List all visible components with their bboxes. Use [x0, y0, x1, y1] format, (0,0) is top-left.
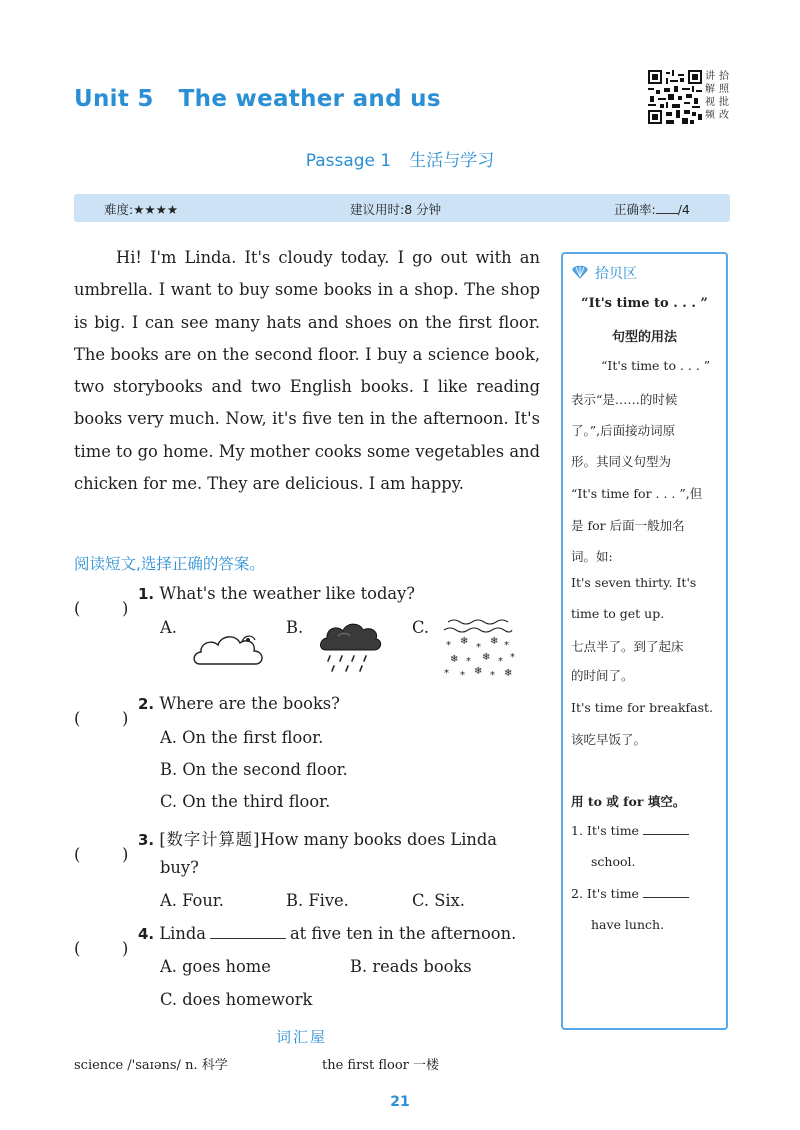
option-a[interactable]: A.: [160, 618, 177, 637]
svg-text:❄: ❄: [474, 666, 483, 677]
svg-text:*: *: [446, 640, 451, 651]
question-text-cont: buy?: [160, 858, 199, 877]
question-1: ( ) 1. What's the weather like today?: [74, 584, 416, 618]
info-bar: [74, 194, 730, 222]
answer-blank[interactable]: [210, 924, 286, 939]
accuracy-blank[interactable]: [656, 201, 678, 214]
suggested-time: 建议用时:8 分钟: [350, 202, 442, 217]
vocab-title: 词汇屋: [276, 1028, 328, 1046]
exercise-1: [571, 823, 689, 838]
svg-text:*: *: [476, 642, 481, 653]
exercise-1-text: 1. It's time: [571, 823, 639, 838]
qr-code-block[interactable]: [648, 70, 734, 126]
exercise-1-blank[interactable]: [643, 824, 689, 835]
option-b[interactable]: B.: [286, 618, 304, 637]
sidebar-line: 七点半了。到了起床: [571, 639, 684, 654]
svg-text:*: *: [498, 656, 503, 667]
option-b[interactable]: B. On the second floor.: [160, 760, 348, 779]
exercise-1-cont: school.: [591, 854, 636, 869]
question-number: 3.: [138, 831, 155, 849]
qr-labels: [705, 70, 733, 126]
option-a[interactable]: A. On the first floor.: [160, 728, 324, 747]
cloud-icon: [190, 626, 268, 670]
sidebar-line: 了。”,后面接动词原: [571, 423, 676, 438]
sidebar-line: 的时间了。: [571, 668, 634, 683]
question-text: Where are the books?: [159, 694, 340, 713]
question-2: ( ) 2. Where are the books?: [74, 694, 340, 728]
svg-text:*: *: [444, 668, 449, 679]
exercise-2-text: 2. It's time: [571, 886, 639, 901]
svg-text:*: *: [466, 656, 471, 667]
option-c[interactable]: C. Six.: [412, 891, 465, 910]
qr-label: 频: [705, 110, 715, 121]
svg-text:❄: ❄: [490, 636, 499, 647]
question-number: 2.: [138, 695, 155, 713]
svg-text:❄: ❄: [482, 652, 491, 663]
exercise-2: [571, 886, 689, 901]
question-text: Linda: [159, 924, 206, 943]
question-text: How many books does Linda: [260, 830, 498, 849]
sidebar-line: 是 for 后面一般加名: [571, 518, 685, 533]
sidebar-heading-1: “It's time to . . . ”: [581, 296, 708, 311]
sidebar-line: It's time for breakfast.: [571, 700, 714, 715]
sidebar-line: 形。其同义句型为: [571, 454, 672, 469]
sidebar-heading-2: 句型的用法: [611, 330, 677, 345]
reading-passage: [74, 242, 540, 500]
sidebar-line: “It's time to . . . ”: [601, 358, 711, 373]
reading-text: Hi! I'm Linda. It's cloudy today. I go out with an umbrella. I want to buy some books in a shop. The shop is big. I can see many hats and shoes on the first floor. The books are on the second floor. I buy a science book, two storybooks and two English books. I like reading books very much. Now, it's five ten in the afternoon. It's time to go home. My mother cooks some vegetables and chicken for me. They are delicious. I am happy.: [74, 248, 540, 494]
sidebar-line: 表示“是……的时候: [571, 392, 678, 407]
qr-label: 讲: [705, 71, 715, 82]
sidebar-title: 拾贝区: [595, 266, 637, 282]
passage-heading: [0, 146, 800, 171]
svg-text:*: *: [510, 652, 515, 663]
qr-label: 照: [719, 84, 729, 95]
question-4: ( ) 4. Linda at five ten in the afternoon.: [74, 924, 517, 958]
shell-icon: [571, 262, 589, 280]
qr-label: 拾: [719, 71, 729, 82]
qr-label: 解: [705, 84, 715, 95]
sidebar-line: time to get up.: [571, 606, 665, 621]
option-a[interactable]: A. Four.: [160, 891, 224, 910]
accuracy-label: 正确率:: [614, 202, 656, 217]
instruction: 阅读短文,选择正确的答案。: [74, 555, 265, 573]
accuracy-total: /4: [677, 202, 690, 217]
rain-cloud-icon: [318, 620, 382, 678]
option-b[interactable]: B. reads books: [350, 957, 472, 976]
qr-label: 改: [719, 110, 729, 121]
option-c[interactable]: C.: [412, 618, 430, 637]
svg-text:*: *: [460, 670, 465, 681]
question-tag: [数字计算题]: [159, 830, 261, 849]
sidebar-line: “It's time for . . . ”,但: [571, 486, 703, 501]
qr-label: 批: [719, 97, 729, 108]
svg-text:*: *: [490, 670, 495, 681]
difficulty-rating: 难度:★★★★: [104, 202, 179, 217]
svg-text:❄: ❄: [460, 636, 469, 647]
sidebar-line: 词。如:: [571, 549, 613, 564]
tips-sidebar: [561, 252, 728, 1030]
page-number: 21: [390, 1094, 410, 1110]
qr-code-icon[interactable]: [648, 70, 702, 124]
option-a[interactable]: A. goes home: [160, 957, 271, 976]
exercise-2-blank[interactable]: [643, 887, 689, 898]
option-c[interactable]: C. does homework: [160, 990, 313, 1009]
question-number: 4.: [138, 925, 155, 943]
accuracy-field: [614, 200, 690, 218]
exercise-2-cont: have lunch.: [591, 917, 665, 932]
question-text: at five ten in the afternoon.: [289, 924, 517, 943]
svg-text:❄: ❄: [504, 668, 513, 679]
sidebar-line: It's seven thirty. It's: [571, 575, 697, 590]
svg-text:*: *: [504, 640, 509, 651]
sidebar-line: 该吃早饭了。: [571, 732, 647, 747]
snow-icon: [440, 614, 520, 684]
vocab-item: science /'saɪəns/ n. 科学: [74, 1058, 228, 1073]
question-text: What's the weather like today?: [159, 584, 416, 603]
option-b[interactable]: B. Five.: [286, 891, 349, 910]
unit-title: Unit 5 The weather and us: [74, 86, 441, 112]
exercise-title: 用 to 或 for 填空。: [571, 794, 686, 809]
option-c[interactable]: C. On the third floor.: [160, 792, 331, 811]
passage-topic: 生活与学习: [409, 151, 495, 171]
svg-text:❄: ❄: [450, 654, 459, 665]
question-number: 1.: [138, 585, 155, 603]
vocab-item: the first floor 一楼: [322, 1058, 440, 1073]
question-3: ( ) 3. [数字计算题]How many books does Linda: [74, 830, 498, 864]
qr-label: 视: [705, 97, 715, 108]
passage-label: Passage 1: [305, 151, 392, 171]
